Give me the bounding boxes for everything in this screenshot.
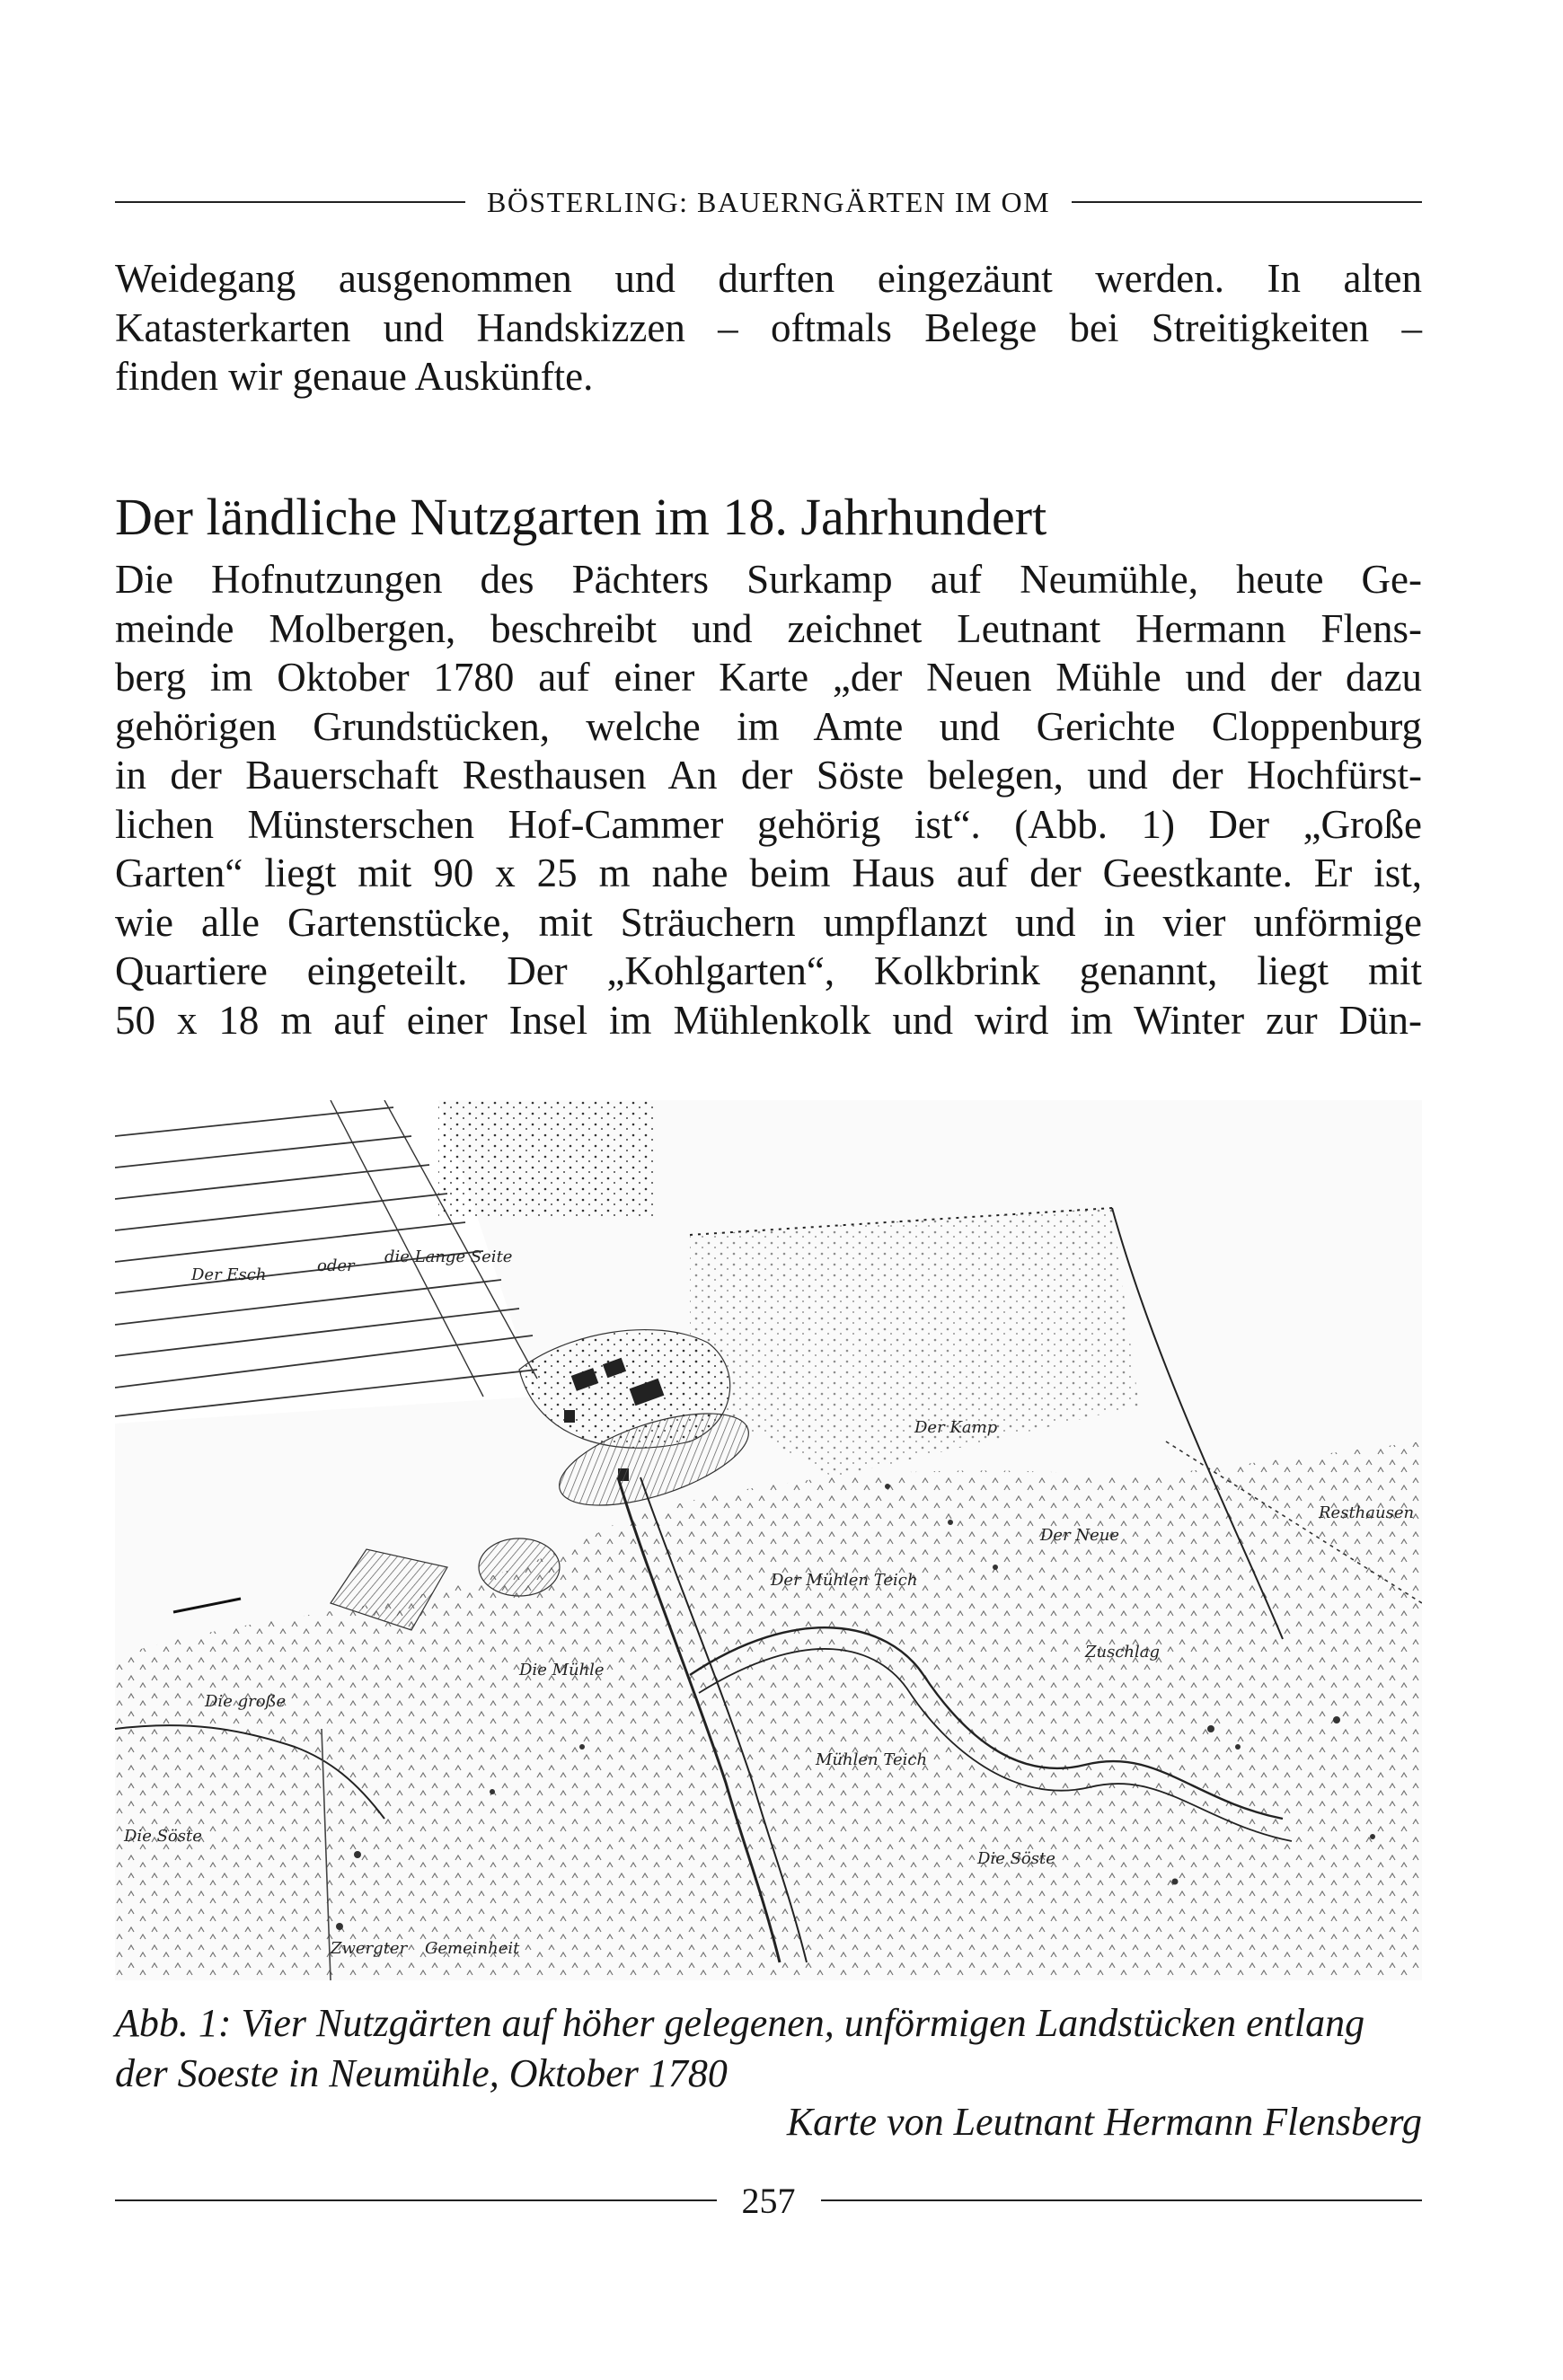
map-label: Zuschlag: [1085, 1643, 1161, 1662]
map-label: Der Kamp: [914, 1418, 998, 1437]
text-line: finden wir genaue Auskünfte.: [115, 354, 594, 399]
map-label: Der Esch: [191, 1265, 267, 1284]
text-line: wie alle Gartenstücke, mit Sträuchern umpflanzt und in vier unförmige: [115, 899, 1422, 945]
text-line: Die Hofnutzungen des Pächters Surkamp auf Neumühle, heute Ge-: [115, 557, 1422, 602]
map-label: Zwergter: [331, 1939, 408, 1958]
page-footer: [115, 2173, 1422, 2227]
text-line: Katasterkarten und Handskizzen – oftmals Belege bei Streitigkeiten –: [115, 304, 1422, 350]
footer-rule-right: [821, 2199, 1423, 2201]
footer-rule-left: [115, 2199, 717, 2201]
running-head-rule-right: [1072, 201, 1422, 203]
map-figure: [115, 1100, 1422, 1980]
text-line: Garten“ liegt mit 90 x 25 m nahe beim Haus auf der Geestkante. Er ist,: [115, 851, 1422, 895]
running-head-rule-left: [115, 201, 465, 203]
map-label: Die Mühle: [519, 1661, 605, 1679]
map-label: Der Neue: [1040, 1526, 1120, 1545]
running-head-title: BÖSTERLING: BAUERNGÄRTEN IM OM: [486, 185, 1051, 218]
text-line: Quartiere eingeteilt. Der „Kohlgarten“, Kolkbrink genannt, liegt mit: [115, 948, 1422, 993]
dotted-field: [438, 1100, 654, 1217]
map-label: Mühlen Teich: [816, 1750, 928, 1769]
text-line: gehörigen Grundstücken, welche im Amte und Gerichte Cloppenburg: [115, 703, 1422, 749]
running-head: [115, 180, 1422, 225]
map-label: Gemeinheit: [425, 1939, 520, 1958]
map-label: oder: [317, 1256, 355, 1275]
meadow-area: [115, 1441, 1422, 1980]
text-line: Weidegang ausgenommen und durften eingezäunt werden. In alten: [115, 256, 1422, 301]
map-label: Der Mühlen Teich: [771, 1571, 918, 1590]
historic-map-drawing: [115, 1100, 1422, 1980]
text-line: meinde Molbergen, beschreibt und zeichnet Leutnant Hermann Flens-: [115, 605, 1422, 651]
kamp-field: [690, 1208, 1139, 1477]
page-number: 257: [741, 2180, 796, 2221]
map-label: die Lange Seite: [384, 1247, 513, 1266]
map-label: Die Söste: [124, 1827, 202, 1846]
text-line: berg im Oktober 1780 auf einer Karte „der Neuen Mühle und der dazu: [115, 655, 1422, 700]
body-paragraph: [115, 555, 1422, 1045]
text-line: in der Bauerschaft Resthausen An der Söste belegen, und der Hochfürst-: [115, 753, 1422, 798]
figure-credit: Karte von Leutnant Hermann Flensberg: [786, 2100, 1422, 2144]
intro-paragraph: [115, 254, 1422, 401]
text-line: lichen Münsterschen Hof-Cammer gehörig ist“. (Abb. 1) Der „Große: [115, 801, 1422, 847]
text-line: 50 x 18 m auf einer Insel im Mühlenkolk und wird im Winter zur Dün-: [115, 997, 1422, 1043]
north-arrow: [173, 1599, 241, 1612]
map-label: Die Söste: [977, 1849, 1055, 1868]
map-label: Die große: [205, 1692, 287, 1711]
section-heading: Der ländliche Nutzgarten im 18. Jahrhundert: [115, 488, 1047, 546]
figure-caption: Abb. 1: Vier Nutzgärten auf höher gelegenen, unförmigen Landstücken entlang der Soeste in Neumühle, Oktober 1780: [115, 2001, 1365, 2095]
map-label: Resthausen: [1319, 1503, 1415, 1522]
